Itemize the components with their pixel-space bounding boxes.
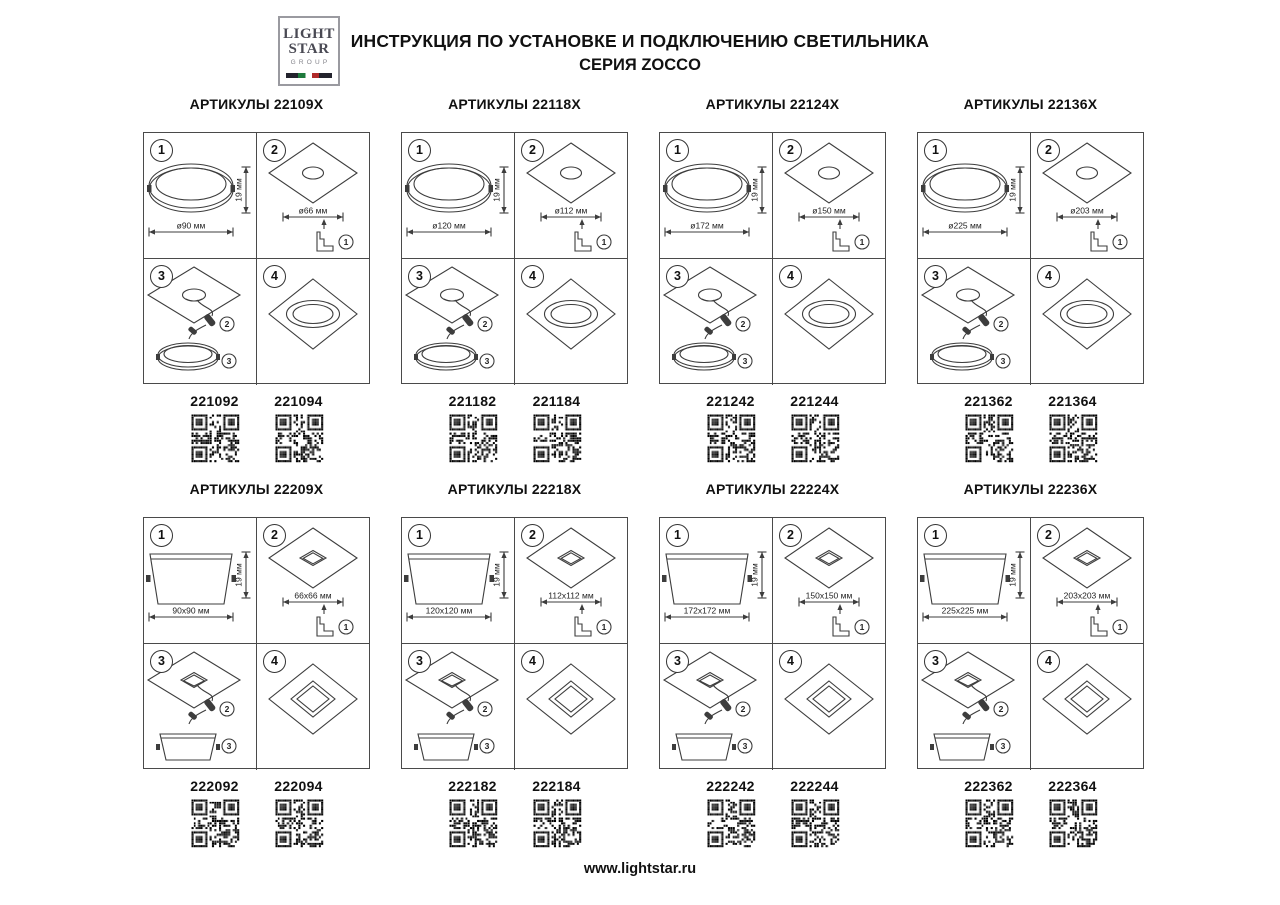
panel-22124X (659, 96, 886, 464)
step-number-badge: 2 (779, 139, 802, 162)
step-number-badge: 1 (408, 139, 431, 162)
article-number: 222182 (448, 778, 497, 794)
instruction-grid (401, 517, 628, 769)
step-cell-2 (773, 518, 886, 644)
svg-text:19 мм: 19 мм (491, 563, 502, 587)
step-cell-4 (257, 644, 370, 770)
article-number: 221364 (1048, 393, 1097, 409)
step-cell-1 (144, 518, 257, 644)
svg-text:ø90 мм: ø90 мм (176, 220, 206, 231)
svg-text:2: 2 (482, 319, 488, 329)
step-number-badge: 1 (666, 524, 689, 547)
article-number: 222242 (706, 778, 755, 794)
qr-code (789, 412, 841, 464)
qr-code (963, 412, 1015, 464)
qr-code (963, 797, 1015, 849)
instruction-grid (917, 132, 1144, 384)
article-row (143, 393, 370, 409)
qr-code (447, 412, 499, 464)
step-cell-2 (257, 133, 370, 259)
qr-code (789, 797, 841, 849)
qr-code (447, 797, 499, 849)
article-row (143, 778, 370, 794)
panel-title: АРТИКУЛЫ 22224X (705, 481, 840, 497)
panel-title: АРТИКУЛЫ 22236X (963, 481, 1098, 497)
step-cell-1 (144, 133, 257, 259)
step-number-badge: 3 (924, 265, 947, 288)
qr-row (143, 412, 370, 464)
svg-text:1: 1 (859, 237, 865, 247)
panel-title: АРТИКУЛЫ 22124X (705, 96, 840, 112)
svg-text:3: 3 (742, 356, 748, 366)
step-cell-1 (918, 133, 1031, 259)
step-number-badge: 2 (1037, 524, 1060, 547)
logo-text-star: STAR (288, 41, 330, 57)
logo-text-group: GROUP (290, 59, 331, 66)
article-number: 221182 (448, 393, 497, 409)
step-number-badge: 4 (1037, 650, 1060, 673)
qr-row (917, 412, 1144, 464)
step-number-badge: 4 (263, 265, 286, 288)
svg-text:19 мм: 19 мм (749, 563, 760, 587)
qr-code (189, 412, 241, 464)
step-number-badge: 2 (521, 139, 544, 162)
article-number: 221242 (706, 393, 755, 409)
instruction-grid (659, 517, 886, 769)
svg-text:ø120 мм: ø120 мм (432, 220, 466, 231)
panel-22109X (143, 96, 370, 464)
svg-text:ø150 мм: ø150 мм (812, 205, 846, 216)
qr-code (1047, 412, 1099, 464)
svg-text:19 мм: 19 мм (1007, 178, 1018, 202)
panel-22118X (401, 96, 628, 464)
step-number-badge: 3 (150, 650, 173, 673)
svg-text:1: 1 (601, 237, 607, 247)
panel-title: АРТИКУЛЫ 22109X (189, 96, 324, 112)
svg-text:ø225 мм: ø225 мм (948, 220, 982, 231)
svg-text:19 мм: 19 мм (1007, 563, 1018, 587)
svg-text:1: 1 (343, 237, 349, 247)
panel-22236X (917, 481, 1144, 849)
step-number-badge: 1 (924, 139, 947, 162)
svg-text:150x150 мм: 150x150 мм (805, 590, 853, 601)
qr-row (401, 797, 628, 849)
step-cell-2 (1031, 518, 1144, 644)
svg-text:120x120 мм: 120x120 мм (425, 605, 473, 616)
svg-text:2: 2 (482, 704, 488, 714)
step-number-badge: 1 (924, 524, 947, 547)
step-cell-4 (515, 259, 628, 385)
step-number-badge: 4 (779, 265, 802, 288)
article-row (401, 778, 628, 794)
svg-text:3: 3 (1000, 741, 1006, 751)
article-number: 222092 (190, 778, 239, 794)
step-cell-2 (515, 133, 628, 259)
step-number-badge: 3 (666, 265, 689, 288)
step-number-badge: 1 (408, 524, 431, 547)
step-number-badge: 4 (263, 650, 286, 673)
svg-text:3: 3 (484, 356, 490, 366)
svg-text:225x225 мм: 225x225 мм (941, 605, 989, 616)
step-number-badge: 3 (666, 650, 689, 673)
svg-text:ø172 мм: ø172 мм (690, 220, 724, 231)
svg-text:90x90 мм: 90x90 мм (172, 605, 210, 616)
website-url: www.lightstar.ru (583, 861, 697, 877)
instruction-grid (143, 132, 370, 384)
panel-row-square-fixtures (143, 481, 1144, 849)
step-number-badge: 3 (150, 265, 173, 288)
svg-text:2: 2 (740, 704, 746, 714)
step-number-badge: 1 (150, 524, 173, 547)
step-number-badge: 2 (779, 524, 802, 547)
article-number: 221362 (964, 393, 1013, 409)
svg-text:1: 1 (859, 622, 865, 632)
step-cell-2 (773, 133, 886, 259)
svg-text:1: 1 (601, 622, 607, 632)
step-cell-3 (660, 259, 773, 385)
svg-text:ø66 мм: ø66 мм (298, 205, 328, 216)
step-number-badge: 1 (666, 139, 689, 162)
svg-text:19 мм: 19 мм (749, 178, 760, 202)
svg-text:2: 2 (224, 704, 230, 714)
step-cell-4 (773, 644, 886, 770)
step-number-badge: 2 (263, 524, 286, 547)
step-cell-3 (144, 644, 257, 770)
panel-title: АРТИКУЛЫ 22209X (189, 481, 324, 497)
document-title-line1: ИНСТРУКЦИЯ ПО УСТАНОВКЕ И ПОДКЛЮЧЕНИЮ СВЕТИЛЬНИКА (350, 31, 930, 51)
step-cell-1 (918, 518, 1031, 644)
step-cell-3 (918, 259, 1031, 385)
document-header (0, 31, 1280, 75)
svg-text:172x172 мм: 172x172 мм (683, 605, 731, 616)
svg-text:19 мм: 19 мм (233, 178, 244, 202)
panel-title: АРТИКУЛЫ 22136X (963, 96, 1098, 112)
step-cell-3 (402, 259, 515, 385)
step-number-badge: 3 (924, 650, 947, 673)
svg-text:3: 3 (226, 741, 232, 751)
step-cell-3 (402, 644, 515, 770)
panel-22209X (143, 481, 370, 849)
panel-title: АРТИКУЛЫ 22218X (447, 481, 582, 497)
step-cell-4 (257, 259, 370, 385)
qr-code (705, 412, 757, 464)
article-number: 221092 (190, 393, 239, 409)
article-number: 221184 (532, 393, 581, 409)
svg-text:19 мм: 19 мм (491, 178, 502, 202)
panel-22224X (659, 481, 886, 849)
instruction-grid (659, 132, 886, 384)
step-cell-2 (515, 518, 628, 644)
step-number-badge: 2 (1037, 139, 1060, 162)
svg-text:19 мм: 19 мм (233, 563, 244, 587)
instruction-grid (143, 517, 370, 769)
qr-row (143, 797, 370, 849)
step-number-badge: 3 (408, 650, 431, 673)
svg-text:1: 1 (1117, 622, 1123, 632)
qr-row (917, 797, 1144, 849)
panel-row-round-fixtures (143, 96, 1144, 464)
svg-text:ø203 мм: ø203 мм (1070, 205, 1104, 216)
document-title-line2: СЕРИЯ ZOCCO (579, 56, 701, 74)
step-cell-1 (402, 133, 515, 259)
article-number: 222362 (964, 778, 1013, 794)
panel-title: АРТИКУЛЫ 22118X (448, 96, 581, 112)
panel-22218X (401, 481, 628, 849)
svg-text:66x66 мм: 66x66 мм (294, 590, 332, 601)
step-cell-4 (1031, 644, 1144, 770)
qr-code (189, 797, 241, 849)
article-row (659, 393, 886, 409)
step-number-badge: 4 (521, 265, 544, 288)
article-number: 222094 (274, 778, 323, 794)
svg-text:3: 3 (226, 356, 232, 366)
step-cell-4 (773, 259, 886, 385)
step-number-badge: 4 (1037, 265, 1060, 288)
svg-text:2: 2 (740, 319, 746, 329)
step-cell-3 (918, 644, 1031, 770)
step-cell-1 (660, 133, 773, 259)
svg-text:2: 2 (998, 704, 1004, 714)
qr-row (659, 797, 886, 849)
qr-code (531, 412, 583, 464)
article-number: 222364 (1048, 778, 1097, 794)
logo-text-light: LIGHT (283, 26, 335, 42)
step-number-badge: 4 (779, 650, 802, 673)
panel-22136X (917, 96, 1144, 464)
qr-row (659, 412, 886, 464)
svg-text:1: 1 (1117, 237, 1123, 247)
step-cell-1 (402, 518, 515, 644)
article-number: 222244 (790, 778, 839, 794)
article-row (401, 393, 628, 409)
qr-row (401, 412, 628, 464)
svg-text:203x203 мм: 203x203 мм (1063, 590, 1111, 601)
svg-text:ø112 мм: ø112 мм (554, 205, 588, 216)
step-cell-2 (257, 518, 370, 644)
step-cell-2 (1031, 133, 1144, 259)
article-number: 221094 (274, 393, 323, 409)
svg-text:2: 2 (224, 319, 230, 329)
article-row (917, 778, 1144, 794)
instruction-grid (401, 132, 628, 384)
svg-text:112x112 мм: 112x112 мм (548, 590, 594, 601)
step-cell-4 (515, 644, 628, 770)
svg-text:3: 3 (742, 741, 748, 751)
step-number-badge: 3 (408, 265, 431, 288)
qr-code (705, 797, 757, 849)
article-row (659, 778, 886, 794)
step-number-badge: 2 (263, 139, 286, 162)
svg-text:1: 1 (343, 622, 349, 632)
step-number-badge: 1 (150, 139, 173, 162)
step-cell-3 (144, 259, 257, 385)
instruction-grid (917, 517, 1144, 769)
step-cell-4 (1031, 259, 1144, 385)
qr-code (1047, 797, 1099, 849)
step-cell-3 (660, 644, 773, 770)
article-number: 222184 (532, 778, 581, 794)
qr-code (273, 412, 325, 464)
qr-code (273, 797, 325, 849)
article-row (917, 393, 1144, 409)
svg-text:3: 3 (484, 741, 490, 751)
step-number-badge: 4 (521, 650, 544, 673)
step-number-badge: 2 (521, 524, 544, 547)
article-number: 221244 (790, 393, 839, 409)
svg-text:3: 3 (1000, 356, 1006, 366)
step-cell-1 (660, 518, 773, 644)
qr-code (531, 797, 583, 849)
svg-text:2: 2 (998, 319, 1004, 329)
